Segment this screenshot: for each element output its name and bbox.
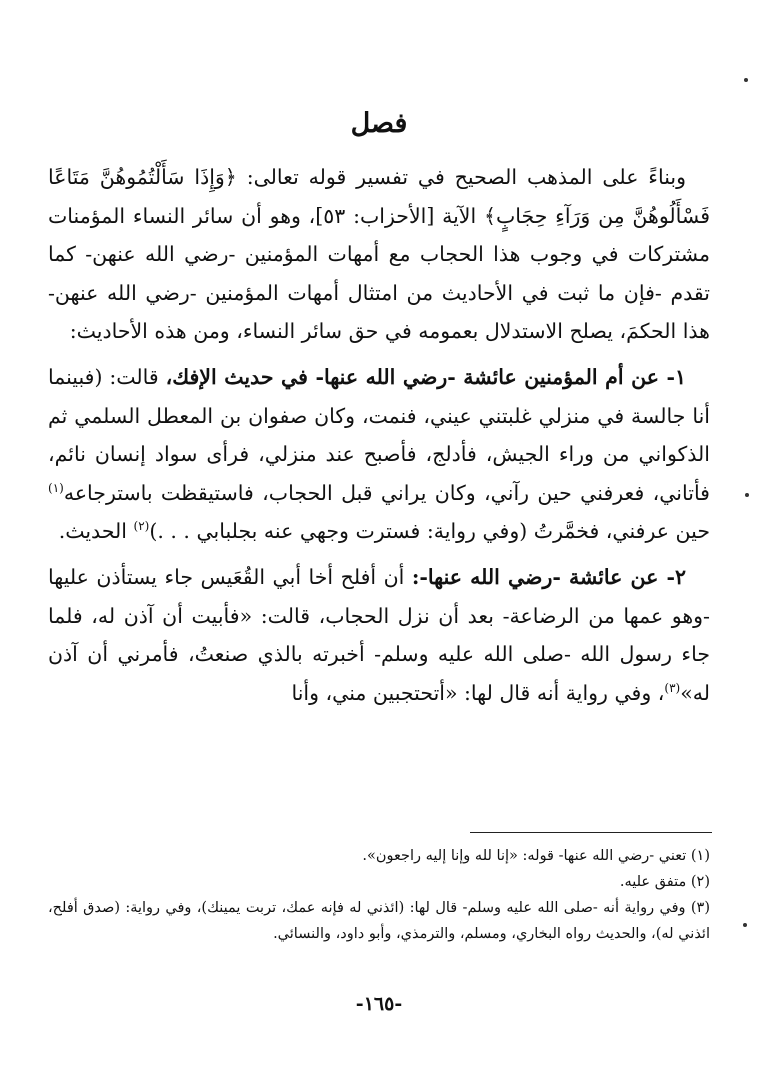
hadith-1-text-a: قالت: (فبينما أنا جالسة في منزلي غلبتني عيني، فنمت، وكان صفوان بن المعطل السلمي ثم الذكواني من وراء الجيش، فأدلج، فأصبح عند منزلي، فرأى سواد إنسان نائم، فأتاني، فعرفني حين رآني، وكان يراني قبل الحجاب، فاستيقظت باسترجاعه — [48, 364, 710, 505]
footnote-ref-1[interactable]: (١) — [48, 480, 64, 495]
footnote-3: (٣) وفي رواية أنه -صلى الله عليه وسلم- قال لها: (ائذني له فإنه عمك، تربت يمينك)، وفي رواية: (صدق أفلح، ائذني له)، والحديث رواه البخاري، ومسلم، والترمذي، وأبو داود، والنسائي. — [48, 900, 710, 942]
footnotes — [48, 843, 710, 947]
paragraph-intro-text: وبناءً على المذهب الصحيح في تفسير قوله تعالى: ﴿وَإِذَا سَأَلْتُمُوهُنَّ مَتَاعًا فَسْأَلُوهُنَّ مِن وَرَآءِ حِجَابٍ﴾ الآية [الأحزاب: ٥٣]، وهو أن سائر النساء المؤمنات مشتركات في وجوب هذا الحجاب مع أمهات المؤمنين -رضي الله عنهن- كما تقدم -فإن ما ثبت في الأحاديث من امتثال أمهات المؤمنين -رضي الله عنهن- هذا الحكمَ، يصلح الاستدلال بعمومه في حق سائر النساء، ومن هذه الأحاديث: — [48, 165, 710, 344]
main-text — [48, 158, 710, 719]
page-number: -١٦٥- — [355, 993, 403, 1015]
hadith-2-text-a: أن أفلح أخا أبي القُعَيس جاء يستأذن عليها -وهو عمها من الرضاعة- بعد أن نزل الحجاب، قالت: «فأبيت أن آذن له، فلما جاء رسول الله -صلى الله عليه وسلم- أخبرته بالذي صنعتُ، فأمرني أن آذن له» — [48, 564, 710, 705]
footnote-ref-3[interactable]: (٣) — [664, 680, 681, 695]
scan-speck — [743, 923, 747, 927]
scan-speck — [745, 493, 749, 497]
paragraph-hadith-2 — [48, 558, 710, 712]
scan-speck — [744, 78, 748, 82]
footnote-2: (٢) متفق عليه. — [619, 874, 710, 890]
footnote-ref-2[interactable]: (٢) — [133, 519, 150, 534]
footnote-divider — [470, 832, 712, 833]
paragraph-intro — [48, 158, 710, 351]
paragraph-hadith-1 — [48, 358, 710, 551]
hadith-2-lead: ٢- عن عائشة -رضي الله عنها-: — [411, 564, 686, 589]
section-title: فصل — [350, 108, 408, 139]
hadith-1-text-c: الحديث. — [58, 519, 134, 544]
hadith-1-text-b: حين عرفني، فخمَّرتُ (وفي رواية: فسترت وجهي عنه بجلبابي . . .) — [149, 519, 710, 544]
hadith-2-text-b: ، وفي رواية أنه قال لها: «أتحتجبين مني، وأنا — [291, 680, 665, 705]
footnote-1: (١) تعني -رضي الله عنها- قوله: «إنا لله وإنا إليه راجعون». — [362, 848, 710, 864]
hadith-1-lead: ١- عن أم المؤمنين عائشة -رضي الله عنها- في حديث الإفك، — [165, 364, 686, 389]
